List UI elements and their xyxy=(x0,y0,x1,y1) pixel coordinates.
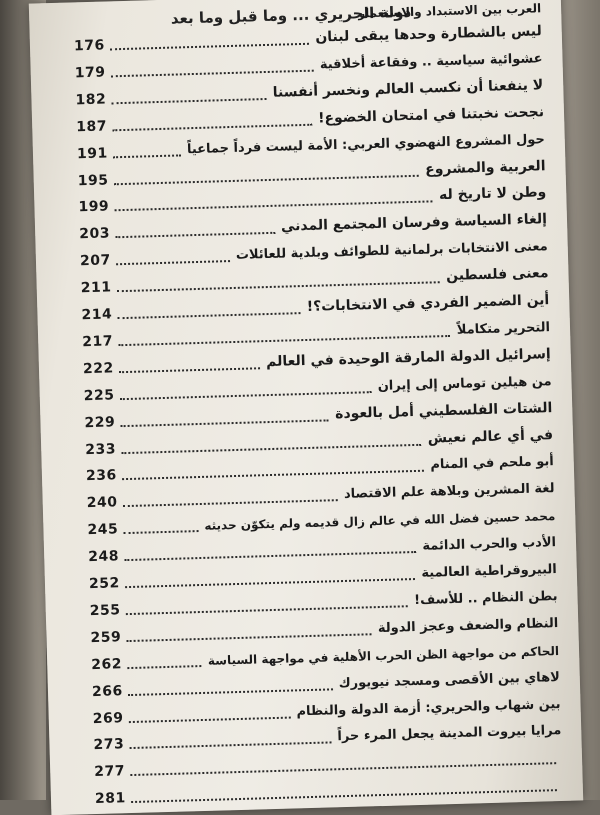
page-number: 176 xyxy=(73,37,105,55)
entry-title: الشتات الفلسطيني أمل بالعودة xyxy=(334,399,553,422)
page-number: 187 xyxy=(76,118,108,135)
entry-title: معنى الانتخابات برلمانية للطوائف وبلدية للعائلات xyxy=(235,239,548,264)
entry-title: محمد حسين فضل الله في عالم زال قديمه ولم يتكوّن حديثه xyxy=(204,509,556,534)
entry-title: بين شهاب والحريري: أزمة الدولة والنظام xyxy=(296,696,561,719)
page-number: 269 xyxy=(92,709,124,727)
dot-leader xyxy=(113,154,181,158)
dot-leader xyxy=(124,530,199,534)
page-number: 191 xyxy=(76,145,108,162)
dot-leader xyxy=(115,232,275,238)
entry-title: لا ينفعنا أن نكسب العالم ونخسر أنفسنا xyxy=(272,77,544,101)
book-page xyxy=(29,0,583,815)
entry-title: التحرير متكاملاً xyxy=(456,320,551,338)
entry-title: عشوائية سياسية .. وفقاعة أخلاقية xyxy=(319,51,543,73)
dot-leader xyxy=(129,716,291,723)
page-number: 236 xyxy=(85,467,117,485)
entry-title: الحاكم من مواجهة الظن الحرب الأهلية في مواجهة السياسة xyxy=(207,643,560,668)
entry-title: العربية والمشروع xyxy=(424,157,546,178)
page-number: 240 xyxy=(86,494,118,512)
page-number: 214 xyxy=(81,306,113,324)
entry-title: البيروقراطية العالمية xyxy=(421,562,557,581)
page-number: 248 xyxy=(88,548,120,566)
page-number: 225 xyxy=(83,387,115,404)
entry-title: ليس بالشطارة وحدها يبقى لبنان xyxy=(315,23,542,46)
entry-title: أين الضمير الفردي في الانتخابات؟! xyxy=(306,292,550,315)
page-number: 277 xyxy=(94,763,126,781)
page-number: 233 xyxy=(85,440,117,458)
page-number: 179 xyxy=(74,64,106,82)
dot-leader xyxy=(112,98,267,104)
page-number: 203 xyxy=(79,225,111,243)
page-number: 195 xyxy=(77,171,109,189)
entry-title: في أي عالم نعيش xyxy=(427,426,554,447)
dot-leader xyxy=(116,260,230,265)
chapter-cut-title: دولة الحريري ... وما قبل وما بعد xyxy=(170,2,412,28)
page-number: 259 xyxy=(90,629,122,646)
page-number: 255 xyxy=(89,602,121,620)
page-number: 266 xyxy=(91,682,123,700)
entry-title: وطن لا تاريخ له xyxy=(438,184,547,204)
entry-title: الأدب والحرب الدائمة xyxy=(422,535,557,554)
page-number: 252 xyxy=(88,575,120,593)
entry-title: من هيلين توماس إلى إيران xyxy=(377,373,552,394)
page-number: 207 xyxy=(79,252,111,270)
page-number: 245 xyxy=(87,521,119,539)
entry-title: معنى فلسطين xyxy=(445,265,549,285)
page-number: 281 xyxy=(94,790,126,808)
entry-title: حول المشروع النهضوي العربي: الأمة ليست فرداً جماعياً xyxy=(186,131,545,157)
entry-title: مرايا بيروت المدينة يجعل المرء حراً xyxy=(337,723,562,745)
dot-leader xyxy=(131,789,557,803)
entry-title: أبو ملحم في المنام xyxy=(430,454,554,473)
page-number: 182 xyxy=(75,91,107,109)
entry-title: إلغاء السياسة وفرسان المجتمع المدني xyxy=(280,211,548,235)
page-number: 211 xyxy=(80,279,112,297)
entry-title: لغة المشرين وبلاهة علم الاقتصاد xyxy=(343,481,555,503)
dot-leader xyxy=(127,665,201,669)
entry-title: بطن النظام .. للأسف! xyxy=(413,588,558,608)
page-number: 199 xyxy=(78,198,110,216)
page-number: 262 xyxy=(91,655,123,673)
entry-subtitle: العرب بين الاستبداد والاستعمار xyxy=(358,1,542,21)
page-number: 222 xyxy=(82,360,114,378)
entry-title: النظام والضعف وعجز الدولة xyxy=(377,615,559,636)
page-number: 217 xyxy=(82,333,114,351)
dot-leader xyxy=(119,367,260,373)
entry-title: نجحت نخبتنا في امتحان الخضوع! xyxy=(317,103,545,127)
page-number: 273 xyxy=(93,736,125,754)
entry-title: إسرائيل الدولة المارقة الوحيدة في العالم xyxy=(265,345,551,370)
entry-title: لاهاي بين الأقصى ومسجد نيويورك xyxy=(338,669,560,691)
page-number: 229 xyxy=(84,413,116,431)
